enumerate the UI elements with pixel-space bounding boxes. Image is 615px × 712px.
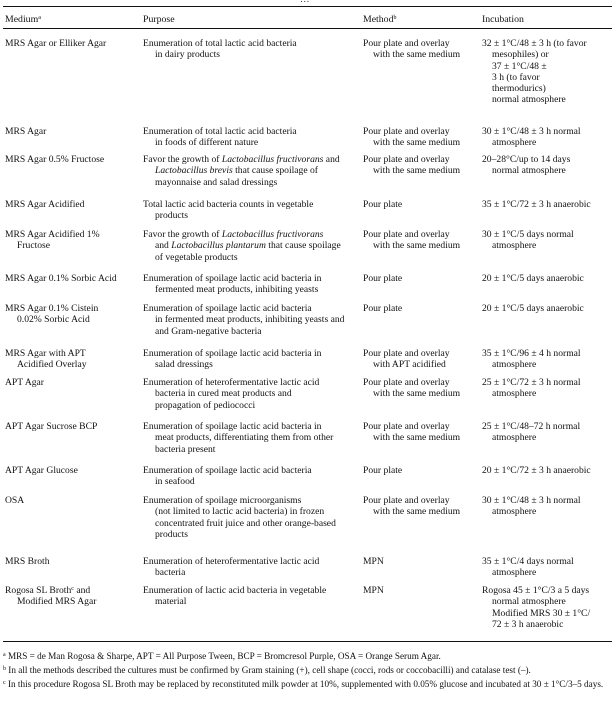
footnote-c: $^c$ In this procedure Rogosa SL Broth may be replaced by reconstituted milk powder at 10%, supplemented with 0.05% glucose and incubated at 30 ± 1°C/3–5 days. <box>3 679 604 689</box>
method-cell: Pour plate and overlay with the same medium <box>363 421 461 444</box>
header-method: Method$^b$ <box>363 14 397 25</box>
purpose-cell: Favor the growth of Lactobacillus fructivorans and Lactobacillus plantarum that cause spoilage of vegetable products <box>143 229 341 263</box>
method-cell: Pour plate and overlay with APT acidified <box>363 348 450 371</box>
medium-cell: MRS Agar Acidified 1% Fructose <box>5 229 100 252</box>
table-top-rule <box>3 6 612 7</box>
incubation-cell: 20–28°C/up to 14 days normal atmosphere <box>482 154 571 177</box>
medium-cell: MRS Agar <box>5 126 47 137</box>
medium-cell: MRS Agar with APT Acidified Overlay <box>5 348 87 371</box>
incubation-cell: 32 ± 1°C/48 ± 3 h (to favor mesophiles) or 37 ± 1°C/48 ± 3 h (to favor thermodurics) normal atmosphere <box>482 38 587 106</box>
incubation-cell: 25 ± 1°C/72 ± 3 h normal atmosphere <box>482 377 581 400</box>
medium-cell: Rogosa SL Broth$^c$ and Modified MRS Agar <box>5 585 97 608</box>
header-medium: Medium$^a$ <box>5 14 41 25</box>
purpose-cell: Enumeration of spoilage lactic acid bacteria in fermented meat products, inhibiting yeasts and and Gram-negative bacteria <box>143 303 345 337</box>
purpose-cell: Enumeration of heterofermentative lactic acid bacteria in cured meat products and propagation of pediococci <box>143 377 320 411</box>
purpose-cell: Enumeration of spoilage microorganisms (not limited to lactic acid bacteria) in frozen concentrated fruit juice and other orange-based products <box>143 495 336 540</box>
table-bottom-rule <box>3 641 612 642</box>
purpose-cell: Enumeration of lactic acid bacteria in vegetable material <box>143 585 327 608</box>
purpose-cell: Favor the growth of Lactobacillus fructivorans and Lactobacillus brevis that cause spoilage of mayonnaise and salad dressings <box>143 154 340 188</box>
purpose-cell: Enumeration of spoilage lactic acid bacteria in seafood <box>143 465 312 488</box>
purpose-cell: Enumeration of heterofermentative lactic acid bacteria <box>143 556 320 579</box>
medium-cell: APT Agar Sucrose BCP <box>5 421 98 432</box>
incubation-cell: 20 ± 1°C/72 ± 3 h anaerobic <box>482 465 591 476</box>
medium-cell: MRS Agar or Elliker Agar <box>5 38 107 49</box>
purpose-cell: Enumeration of spoilage lactic acid bacteria in salad dressings <box>143 348 322 371</box>
purpose-cell: Enumeration of total lactic acid bacteria in foods of different nature <box>143 126 297 149</box>
method-cell: Pour plate and overlay with the same medium <box>363 377 461 400</box>
footnote-b: $^b$ In all the methods described the cultures must be confirmed by Gram staining (+), cell shape (cocci, rods or coccobacilli) and catalase test (–). <box>3 665 531 675</box>
method-cell: Pour plate and overlay with the same medium <box>363 154 461 177</box>
incubation-cell: 35 ± 1°C/4 days normal atmosphere <box>482 556 574 579</box>
purpose-cell: Enumeration of total lactic acid bacteria in dairy products <box>143 38 297 61</box>
incubation-cell: 20 ± 1°C/5 days anaerobic <box>482 273 584 284</box>
header-purpose: Purpose <box>143 14 175 25</box>
method-cell: Pour plate and overlay with the same medium <box>363 495 461 518</box>
cut-off-caption <box>0 0 615 3</box>
incubation-cell: Rogosa 45 ± 1°C/3 a 5 days normal atmosphere Modified MRS 30 ± 1°C/ 72 ± 3 h anaerobic <box>482 585 591 630</box>
method-cell: Pour plate <box>363 465 403 476</box>
purpose-cell: Total lactic acid bacteria counts in vegetable products <box>143 199 314 222</box>
method-cell: Pour plate <box>363 273 403 284</box>
medium-cell: MRS Agar 0.1% Sorbic Acid <box>5 273 117 284</box>
header-rule <box>3 28 612 29</box>
incubation-cell: 25 ± 1°C/48–72 h normal atmosphere <box>482 421 581 444</box>
method-cell: Pour plate <box>363 199 403 210</box>
medium-cell: MRS Agar 0.1% Cistein 0.02% Sorbic Acid <box>5 303 99 326</box>
incubation-cell: 20 ± 1°C/5 days anaerobic <box>482 303 584 314</box>
medium-cell: APT Agar Glucose <box>5 465 78 476</box>
header-incubation: Incubation <box>482 14 524 25</box>
medium-cell: OSA <box>5 495 25 506</box>
purpose-cell: Enumeration of spoilage lactic acid bacteria in meat products, differentiating them from other bacteria present <box>143 421 334 455</box>
medium-cell: APT Agar <box>5 377 44 388</box>
method-cell: MPN <box>363 585 384 596</box>
method-cell: MPN <box>363 556 384 567</box>
medium-cell: MRS Agar Acidified <box>5 199 85 210</box>
medium-cell: MRS Agar 0.5% Fructose <box>5 154 105 165</box>
footnote-a: $^a$ MRS = de Man Rogosa & Sharpe, APT = All Purpose Tween, BCP = Bromcresol Purple, OSA = Orange Serum Agar. <box>3 651 441 661</box>
method-cell: Pour plate and overlay with the same medium <box>363 38 461 61</box>
method-cell: Pour plate and overlay with the same medium <box>363 229 461 252</box>
purpose-cell: Enumeration of spoilage lactic acid bacteria in fermented meat products, inhibiting yeasts <box>143 273 322 296</box>
incubation-cell: 30 ± 1°C/5 days normal atmosphere <box>482 229 574 252</box>
method-cell: Pour plate and overlay with the same medium <box>363 126 461 149</box>
medium-cell: MRS Broth <box>5 556 50 567</box>
incubation-cell: 35 ± 1°C/72 ± 3 h anaerobic <box>482 199 591 210</box>
incubation-cell: 30 ± 1°C/48 ± 3 h normal atmosphere <box>482 126 581 149</box>
method-cell: Pour plate <box>363 303 403 314</box>
incubation-cell: 30 ± 1°C/48 ± 3 h normal atmosphere <box>482 495 581 518</box>
incubation-cell: 35 ± 1°C/96 ± 4 h normal atmosphere <box>482 348 581 371</box>
